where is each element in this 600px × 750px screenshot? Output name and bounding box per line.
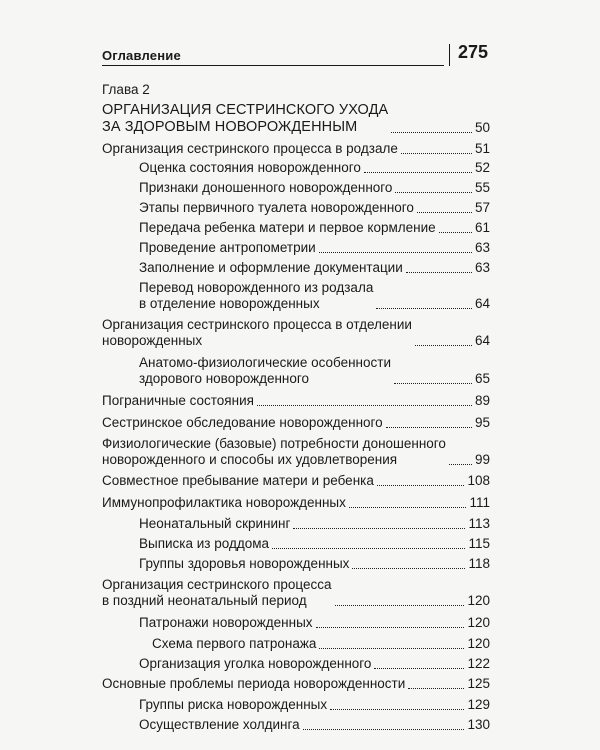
page-number: 275 (457, 42, 488, 62)
toc-entries (102, 141, 490, 733)
entry-page: 50 (474, 120, 490, 135)
entry-title (139, 536, 269, 552)
entry-page: 129 (467, 697, 490, 712)
toc-entry (102, 160, 490, 176)
entry-title (102, 495, 346, 511)
toc-entry (102, 676, 490, 692)
entry-title (139, 200, 414, 216)
dot-leader (408, 688, 464, 689)
toc-entry (102, 536, 490, 552)
entry-title (139, 180, 392, 196)
entry-title-line: Этапы первичного туалета новорожденного (139, 200, 414, 215)
entry-title-line: Сестринское обследование новорожденного (102, 415, 383, 430)
entry-page: 51 (474, 141, 490, 156)
entry-title (139, 556, 349, 572)
entry-page: 108 (467, 473, 490, 488)
entry-title-line: Признаки доношенного новорожденного (139, 180, 393, 195)
entry-title (102, 473, 374, 489)
entry-page: 120 (467, 615, 490, 630)
dot-leader (401, 153, 472, 154)
entry-page: 113 (468, 516, 490, 531)
entry-page: 63 (474, 260, 490, 275)
entry-title (139, 516, 290, 532)
dot-leader (257, 405, 472, 406)
entry-title-line: Передача ребенка матери и первое кормление (139, 220, 436, 235)
entry-title (139, 697, 327, 713)
entry-title (102, 415, 383, 431)
dot-leader (352, 568, 465, 569)
dot-leader (319, 252, 472, 253)
toc-entry (102, 495, 490, 511)
entry-title-line: здорового новорожденного (139, 371, 310, 386)
toc-entry (102, 415, 490, 431)
entry-title-line: Совместное пребывание матери и ребенка (102, 473, 374, 488)
dot-leader (293, 528, 465, 529)
entry-title (139, 280, 373, 312)
entry-page: 61 (474, 220, 490, 235)
dot-leader (406, 272, 472, 273)
entry-page: 95 (474, 415, 490, 430)
dot-leader (303, 729, 465, 730)
header-rule (102, 65, 444, 66)
entry-page: 64 (474, 296, 490, 311)
entry-title-line: Организация сестринского процесса в родзале (102, 141, 398, 156)
entry-title (102, 141, 398, 157)
entry-title (139, 656, 371, 672)
entry-title-line: Оценка состояния новорожденного (139, 160, 361, 175)
entry-page: 130 (467, 717, 490, 732)
entry-page: 120 (467, 593, 490, 608)
entry-title (139, 260, 403, 276)
entry-page: 118 (468, 556, 490, 571)
entry-title (102, 317, 412, 349)
entry-title-line: новорожденных (102, 333, 203, 348)
toc-entry (102, 577, 490, 609)
dot-leader (349, 507, 467, 508)
dot-leader (391, 132, 472, 133)
entry-page: 125 (467, 676, 490, 691)
chapter-title-line1: ОРГАНИЗАЦИЯ СЕСТРИНСКОГО УХОДА (102, 102, 389, 118)
dot-leader (395, 192, 472, 193)
entry-page: 111 (469, 495, 490, 510)
dot-leader (335, 605, 465, 606)
entry-page: 57 (474, 200, 490, 215)
toc-entry (102, 556, 490, 572)
entry-title-line: Проведение антропометрии (139, 240, 316, 255)
dot-leader (394, 383, 472, 384)
toc-entry (102, 436, 490, 468)
dot-leader (376, 308, 472, 309)
entry-title-line: Иммунопрофилактика новорожденных (102, 495, 346, 510)
dot-leader (439, 232, 472, 233)
dot-leader (377, 485, 465, 486)
chapter-title-entry (102, 102, 490, 136)
table-of-contents (102, 82, 490, 737)
entry-title (139, 717, 300, 733)
entry-page: 65 (474, 371, 490, 386)
running-title: Оглавление (102, 48, 181, 63)
toc-entry (102, 615, 490, 631)
chapter-label: Глава 2 (102, 82, 150, 97)
entry-title-line: Перевод новорожденного из родзала (139, 280, 374, 295)
entry-title (139, 160, 361, 176)
entry-page: 52 (474, 160, 490, 175)
entry-title (102, 676, 405, 692)
toc-entry (102, 240, 490, 256)
dot-leader (272, 548, 465, 549)
entry-title-line: Выписка из роддома (139, 536, 270, 551)
dot-leader (415, 345, 472, 346)
entry-title-line: Анатомо-физиологические особенности (139, 355, 391, 370)
entry-title (102, 393, 254, 409)
entry-title (139, 220, 436, 236)
entry-title (102, 436, 446, 468)
entry-page: 99 (474, 452, 490, 467)
dot-leader (374, 668, 464, 669)
entry-title-line: Осуществление холдинга (139, 717, 300, 732)
toc-entry (102, 280, 490, 312)
entry-title (102, 577, 332, 609)
entry-title-line: Организация уголка новорожденного (139, 656, 372, 671)
entry-page: 115 (468, 536, 490, 551)
entry-title-line: Группы риска новорожденных (139, 697, 328, 712)
toc-entry (102, 697, 490, 713)
dot-leader (364, 172, 472, 173)
dot-leader (319, 648, 464, 649)
entry-title-line: Организация сестринского процесса (102, 577, 332, 592)
entry-title-line: Физиологические (базовые) потребности доношенного (102, 436, 446, 451)
chapter-title-line2: ЗА ЗДОРОВЫМ НОВОРОЖДЕННЫМ (102, 119, 358, 135)
header-divider (449, 44, 450, 66)
toc-entry (102, 355, 490, 387)
entry-title (152, 636, 316, 652)
entry-title (139, 355, 391, 387)
entry-title-line: Группы здоровья новорожденных (139, 556, 350, 571)
dot-leader (417, 212, 472, 213)
toc-entry (102, 317, 490, 349)
dot-leader (386, 427, 472, 428)
dot-leader (330, 709, 464, 710)
entry-title-line: Основные проблемы периода новорожденности (102, 676, 406, 691)
entry-title-line: в поздний неонатальный период (102, 593, 307, 608)
toc-entry (102, 656, 490, 672)
entry-title-line: в отделение новорожденных (139, 296, 320, 311)
toc-entry (102, 180, 490, 196)
entry-title-line: Заполнение и оформление документации (139, 260, 403, 275)
entry-title (139, 240, 316, 256)
entry-title-line: Пограничные состояния (102, 393, 254, 408)
dot-leader (316, 627, 465, 628)
entry-page: 64 (474, 333, 490, 348)
entry-title-line: Патронажи новорожденных (139, 615, 313, 630)
toc-entry (102, 393, 490, 409)
entry-title-line: Неонатальный скрининг (139, 516, 291, 531)
entry-title (139, 615, 313, 631)
toc-entry (102, 636, 490, 652)
entry-title-line: Организация сестринского процесса в отделении (102, 317, 412, 332)
toc-entry (102, 260, 490, 276)
entry-page: 55 (474, 180, 490, 195)
entry-page: 63 (474, 240, 490, 255)
toc-entry (102, 141, 490, 157)
entry-page: 89 (474, 393, 490, 408)
toc-entry (102, 516, 490, 532)
dot-leader (449, 464, 472, 465)
entry-title-line: Схема первого патронажа (152, 636, 317, 651)
entry-page: 122 (467, 656, 490, 671)
toc-entry (102, 717, 490, 733)
entry-title-line: новорожденного и способы их удовлетворения (102, 452, 398, 467)
toc-entry (102, 220, 490, 236)
page-header (102, 44, 490, 68)
toc-entry (102, 200, 490, 216)
entry-page: 120 (467, 636, 490, 651)
toc-entry (102, 473, 490, 489)
